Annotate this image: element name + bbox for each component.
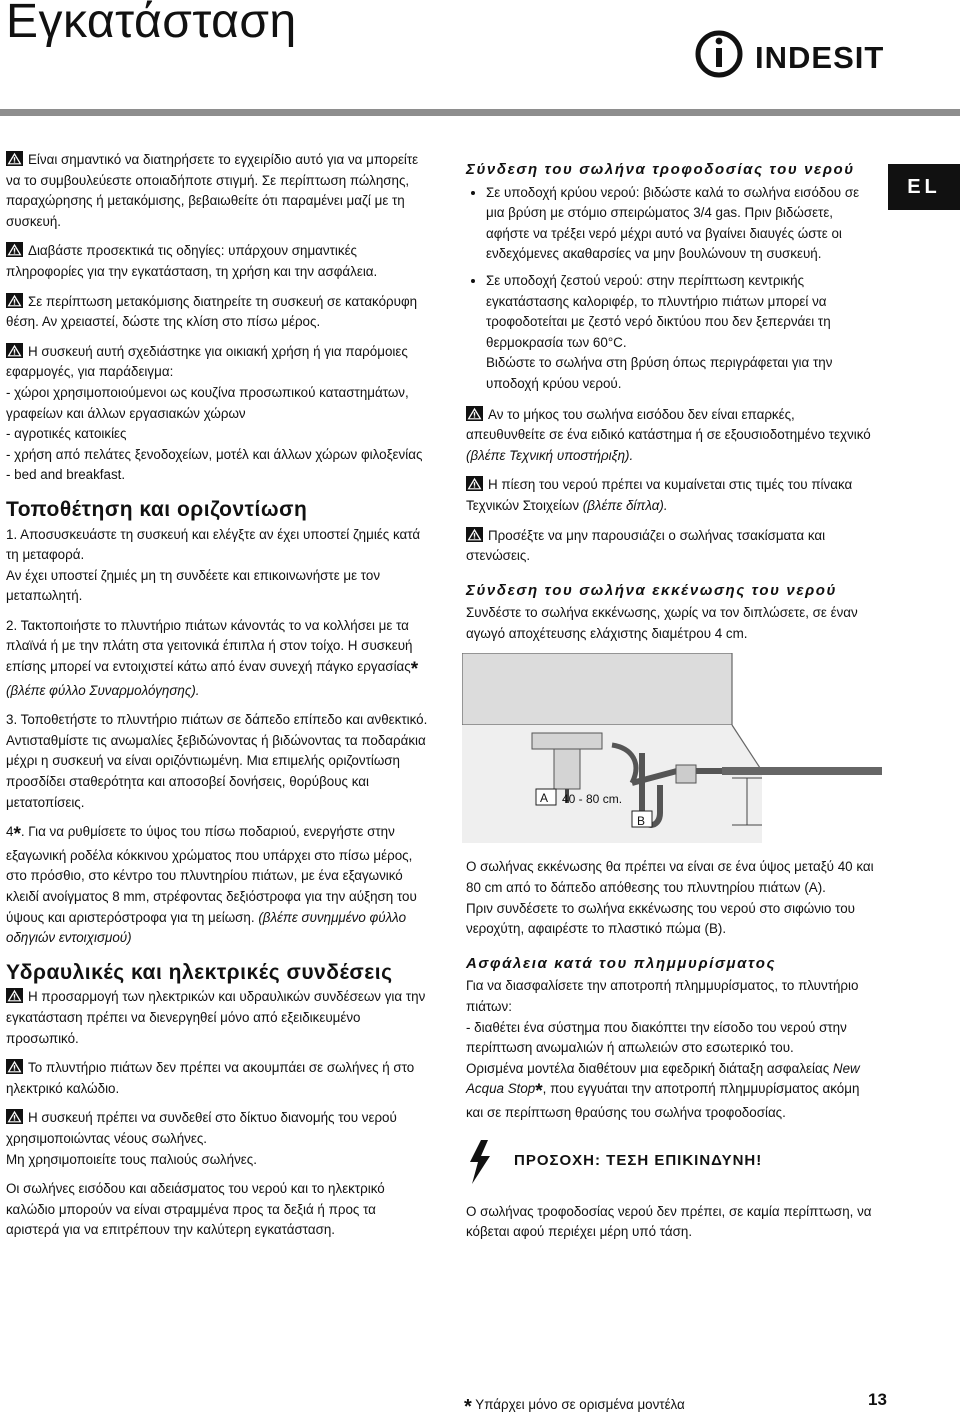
- list-item: • Σε υποδοχή ζεστού νερού: στην περίπτωση κεντρικής εγκατάστασης καλοριφέρ, το πλυντήριο πιάτων μπορεί να τροφοδοτείται με ζεστό νερό δικτύου που δεν ξεπερνάει τη θερμοκρασία των 60°C. Βιδώστε το σωλήνα στη βρύση όπως περιγράφεται για την υποδοχή κρύου νερού.: [486, 271, 876, 395]
- warning-icon: [6, 1109, 23, 1124]
- page-number: 13: [868, 1390, 887, 1409]
- page-title: Εγκατάσταση: [6, 0, 297, 48]
- warning-icon: [6, 988, 23, 1003]
- warning-paragraph: Η πίεση του νερού πρέπει να κυμαίνεται στις τιμές του πίνακα Τεχνικών Στοιχείων (βλέπε δίπλα).: [466, 477, 853, 513]
- section-heading-hydraulic: Υδραυλικές και ηλεκτρικές συνδέσεις: [6, 960, 393, 984]
- warning-icon: [6, 242, 23, 257]
- flood-paragraph: Για να διασφαλίσετε την αποτροπή πλημμυρίσματος, το πλυντήριο πιάτων:: [466, 978, 859, 1015]
- usage-list-item: - αγροτικές κατοικίες: [6, 426, 127, 442]
- section-heading-flood: Ασφάλεια κατά του πλημμυρίσματος: [466, 954, 777, 972]
- warning-paragraph: Σε περίπτωση μετακόμισης διατηρείτε τη συσκευή σε κατακόρυφη θέση. Αν χρειαστεί, δώστε της κλίση στο πίσω μέρος.: [6, 293, 418, 330]
- right-column: [466, 150, 876, 1252]
- warning-icon: [466, 476, 483, 491]
- warning-note: Μη χρησιμοποιείτε τους παλιούς σωλήνες.: [6, 1151, 257, 1167]
- danger-warning: [466, 1140, 876, 1184]
- warning-paragraph: Η συσκευή πρέπει να συνδεθεί στο δίκτυο διανομής του νερού χρησιμοποιώντας νέους σωλήνες.: [6, 1110, 397, 1146]
- diagram-label-b: B: [637, 814, 646, 829]
- warning-icon: [466, 406, 483, 421]
- warning-paragraph: Είναι σημαντικό να διατηρήσετε το εγχειρίδιο αυτό για να μπορείτε να το συμβουλεύεστε οποιαδήποτε στιγμή. Σε περίπτωση πώλησης, παραχώρησης ή μετακόμισης, βεβαιωθείτε ότι παραμένει μαζί με τη συσκευή.: [6, 152, 419, 229]
- section-heading-drain: Σύνδεση του σωλήνα εκκένωσης του νερού: [466, 581, 838, 599]
- list-item: • Σε υποδοχή κρύου νερού: βιδώστε καλά το σωλήνα εισόδου σε μια βρύση με στόμιο σπειρώματος 3/4 gas. Πριν βιδώσετε, αφήστε να τρέξει νερό μέχρι αυτό να βγαίνει διαυγές ώστε οι ενδεχόμενες ακαθαρσίες να μην βουλώνουν τη συσκευή.: [486, 183, 876, 265]
- warning-icon: [6, 151, 23, 166]
- usage-list-item: - bed and breakfast.: [6, 467, 126, 483]
- warning-icon: [6, 1059, 23, 1074]
- step-4: 4*. Για να ρυθμίσετε το ύψος του πίσω ποδαριού, ενεργήστε στην εξαγωνική ροδέλα κόκκινου χρώματος που υπάρχει στο πίσω μέρος, στο πρόσθιο, στο κέντρο του πλυντηρίου πιάτων, με ένα εξαγωνικό κλειδί ανοίγματος 8 mm, στρέφοντας δεξιόστροφα για την αύξηση του ύψους και αριστερόστροφα για τη μείωση. (βλέπε συνημμένο φύλλο οδηγιών εντοιχισμού): [6, 824, 417, 946]
- step-1: 1. Αποσυσκευάστε τη συσκευή και ελέγξτε αν έχει υποστεί ζημιές κατά τη μεταφορά.: [6, 526, 421, 563]
- header-divider: [0, 109, 960, 116]
- step-3: 3. Τοποθετήστε το πλυντήριο πιάτων σε δάπεδο επίπεδο και ανθεκτικό. Αντισταθμίστε τις ανωμαλίες ξεβιδώνοντας ή βιδώνοντας τα ποδαράκια μέχρι η συσκευή να είναι οριζόντιωμένη. Μια επιμελής οριζοντίωση προσδίδει σταθερότητα και αποσοβεί δονήσεις, θορύβους και μετατοπίσεις.: [6, 712, 428, 810]
- warning-icon: [466, 527, 483, 542]
- drain-diagram: [462, 653, 882, 843]
- hoses-paragraph: Οι σωλήνες εισόδου και αδειάσματος του νερού και το ηλεκτρικό καλώδιο μπορούν να είναι στραμμένα προς τα δεξιά ή προς τα αριστερά για να επιτρέπουν την καλύτερη εγκατάσταση.: [6, 1181, 385, 1238]
- warning-paragraph: Διαβάστε προσεκτικά τις οδηγίες: υπάρχουν σημαντικές πληροφορίες για την εγκατάσταση, τη χρήση και την ασφάλεια.: [6, 243, 378, 279]
- left-column: [6, 150, 428, 1250]
- usage-list-item: - χώροι χρησιμοποιούμενοι ως κουζίνα προσωπικού καταστημάτων, γραφείων και άλλων εργασιακών χώρων: [6, 384, 409, 421]
- drain-height-paragraph: Ο σωλήνας εκκένωσης θα πρέπει να είναι σε ένα ύψος μεταξύ 40 και 80 cm από το δάπεδο απόθεσης του πλυντηρίου πιάτων (A).: [466, 859, 874, 896]
- drain-cap-paragraph: Πριν συνδέσετε το σωλήνα εκκένωσης του νερού στο σιφώνιο του νεροχύτη, αφαιρέστε το πλαστικό πώμα (B).: [466, 900, 855, 937]
- section-heading-supply: Σύνδεση του σωλήνα τροφοδοσίας του νερού: [466, 161, 855, 178]
- flood-paragraph: - διαθέτει ένα σύστημα που διακόπτει την είσοδο του νερού στην περίπτωση ανωμαλιών ή απωλειών στο εσωτερικό του.: [466, 1019, 847, 1056]
- usage-list-item: - χρήση από πελάτες ξενοδοχείων, μοτέλ και άλλων χώρων φιλοξενίας: [6, 446, 423, 462]
- flood-paragraph: Ορισμένα μοντέλα διαθέτουν μια εφεδρική διάταξη ασφαλείας New Acqua Stop*, που εγγυάται την αποτροπή πλημμυρίσματος ακόμη και σε περίπτωση θραύσης του σωλήνα τροφοδοσίας.: [466, 1060, 860, 1120]
- lightning-icon: [466, 1140, 492, 1184]
- diagram-label-a: A: [540, 791, 549, 806]
- language-tab: EL: [888, 164, 960, 210]
- section-heading-placement: Τοποθέτηση και οριζοντίωση: [6, 497, 308, 521]
- brand-name: INDESIT: [755, 40, 885, 75]
- warning-paragraph: Η συσκευή αυτή σχεδιάστηκε για οικιακή χρήση ή για παρόμοιες εφαρμογές, για παράδειγμα:: [6, 343, 408, 380]
- drain-paragraph: Συνδέστε το σωλήνα εκκένωσης, χωρίς να τον διπλώσετε, σε έναν αγωγό αποχέτευσης ελάχιστης διαμέτρου 4 cm.: [466, 605, 858, 641]
- warning-icon: [6, 343, 23, 358]
- warning-paragraph: Το πλυντήριο πιάτων δεν πρέπει να ακουμπάει σε σωλήνες ή στο ηλεκτρικό καλώδιο.: [6, 1060, 415, 1096]
- step-2: 2. Τακτοποιήστε το πλυντήριο πιάτων κάνοντάς το να κολλήσει με τα πλαϊνά ή με την πλάτη στα γειτονικά έπιπλα ή στον τοίχο. Η συσκευή επίσης μπορεί να εντοιχιστεί κάτω από έναν συνεχή πάγκο εργασίας* (βλέπε φύλλο Συναρμολόγησης).: [6, 617, 419, 698]
- warning-icon: [6, 293, 23, 308]
- supply-list: [466, 183, 876, 395]
- final-paragraph: Ο σωλήνας τροφοδοσίας νερού δεν πρέπει, σε καμία περίπτωση, να κόβεται αφού περιέχει μέρη υπό τάση.: [466, 1203, 872, 1240]
- warning-paragraph: Προσέξτε να μην παρουσιάζει ο σωλήνας τσακίσματα και στενώσεις.: [466, 527, 826, 564]
- footnote: * Υπάρχει μόνο σε ορισμένα μοντέλα: [464, 1396, 685, 1418]
- warning-paragraph: Αν το μήκος του σωλήνα εισόδου δεν είναι επαρκές, απευθυνθείτε σε ένα ειδικό κατάστημα ή σε εξουσιοδοτημένο τεχνικό (βλέπε Τεχνική υποστήριξη).: [466, 406, 871, 463]
- drain-diagram-drawing: [462, 653, 882, 843]
- diagram-measure: 40 - 80 cm.: [562, 792, 623, 807]
- warning-paragraph: Η προσαρμογή των ηλεκτρικών και υδραυλικών συνδέσεων για την εγκατάσταση πρέπει να διενεργηθεί μόνο από εξειδικευμένο προσωπικό.: [6, 989, 426, 1046]
- step-1-note: Αν έχει υποστεί ζημιές μη τη συνδέετε και επικοινωνήστε με τον μεταπωλητή.: [6, 567, 381, 604]
- danger-text: ΠΡΟΣΟΧΗ: ΤΕΣΗ ΕΠΙΚΙΝΔΥΝΗ!: [514, 1152, 763, 1170]
